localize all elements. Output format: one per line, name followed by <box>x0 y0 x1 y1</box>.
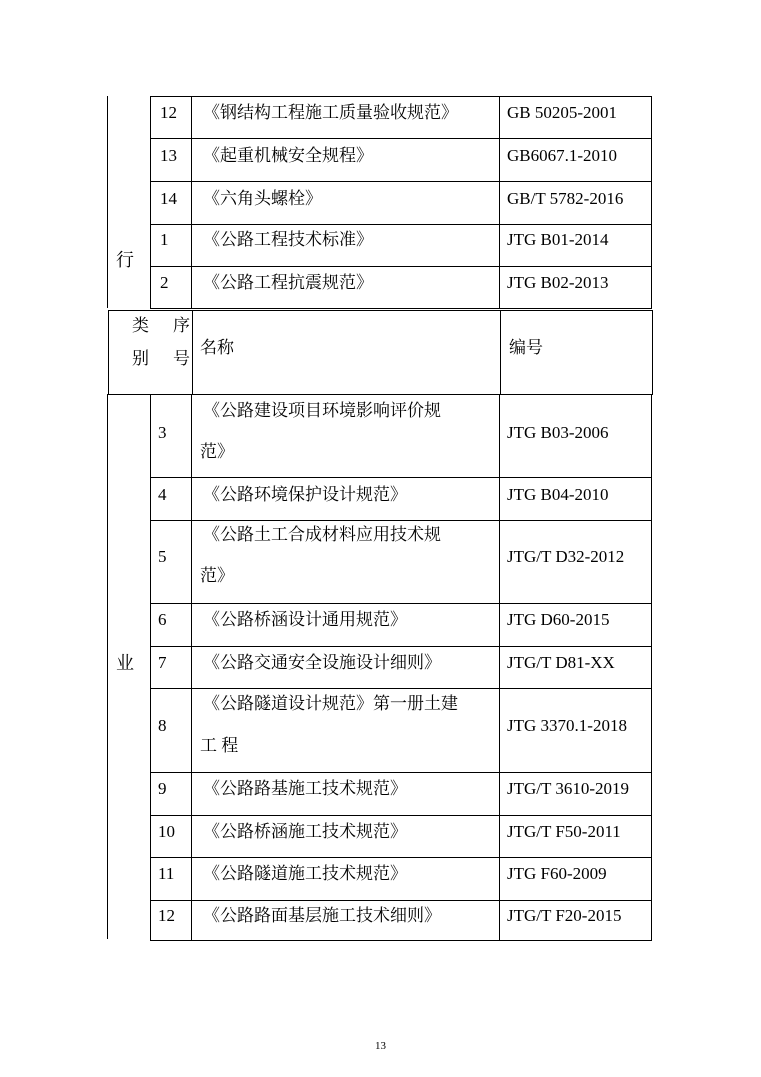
category-column-border <box>107 394 108 939</box>
row-name: 《钢结构工程施工质量验收规范》 <box>203 103 458 122</box>
row-name: 《起重机械安全规程》 <box>203 146 373 165</box>
row-seq: 10 <box>158 822 175 841</box>
row-seq: 12 <box>160 103 177 122</box>
row-name: 《六角头螺栓》 <box>203 189 322 208</box>
row-seq: 5 <box>158 547 167 566</box>
header-seq: 号 <box>173 349 190 368</box>
header-category: 类 <box>132 316 149 335</box>
row-name: 《公路交通安全设施设计细则》 <box>203 653 441 672</box>
table-row <box>150 646 652 689</box>
table-row <box>150 138 652 182</box>
header-name: 名称 <box>200 338 234 357</box>
row-code: JTG/T F50-2011 <box>507 822 621 841</box>
row-code: JTG B02-2013 <box>507 273 609 292</box>
header-code: 编号 <box>509 338 543 357</box>
row-code: JTG F60-2009 <box>507 864 607 883</box>
row-name: 《公路路基施工技术规范》 <box>203 779 407 798</box>
row-code: JTG D60-2015 <box>507 610 610 629</box>
row-seq: 2 <box>160 273 169 292</box>
row-seq: 3 <box>158 423 167 442</box>
table-row <box>150 181 652 225</box>
row-name: 《公路桥涵施工技术规范》 <box>203 822 407 841</box>
row-name: 《公路隧道施工技术规范》 <box>203 864 407 883</box>
row-code: JTG B04-2010 <box>507 485 609 504</box>
table-row <box>150 520 652 604</box>
row-code: JTG/T 3610-2019 <box>507 779 629 798</box>
table-row <box>150 266 652 309</box>
header-seq: 序 <box>173 316 190 335</box>
row-name: 范》 <box>200 442 234 461</box>
row-seq: 11 <box>158 864 175 883</box>
category-label-ye: 业 <box>116 653 134 673</box>
row-seq: 6 <box>158 610 167 629</box>
row-name: 工 程 <box>200 736 239 755</box>
header-category: 别 <box>132 349 149 368</box>
row-name: 《公路隧道设计规范》第一册土建 <box>203 694 458 713</box>
page-number: 13 <box>375 1040 386 1052</box>
row-seq: 9 <box>158 779 167 798</box>
table-row <box>150 772 652 816</box>
table-row <box>150 603 652 647</box>
row-seq: 14 <box>160 189 177 208</box>
row-code: GB6067.1-2010 <box>507 146 618 165</box>
row-code: JTG 3370.1-2018 <box>507 716 627 735</box>
row-code: GB/T 5782-2016 <box>507 189 624 208</box>
table-row <box>150 394 652 478</box>
row-name: 《公路环境保护设计规范》 <box>203 485 407 504</box>
category-label-hang: 行 <box>116 250 134 270</box>
row-name: 《公路建设项目环境影响评价规 <box>203 401 441 420</box>
row-seq: 12 <box>158 906 175 925</box>
row-seq: 7 <box>158 653 167 672</box>
table-row <box>150 224 652 267</box>
row-seq: 4 <box>158 485 167 504</box>
row-name: 《公路桥涵设计通用规范》 <box>203 610 407 629</box>
row-name: 《公路工程技术标准》 <box>203 230 373 249</box>
row-name: 《公路路面基层施工技术细则》 <box>203 906 441 925</box>
table-row <box>150 688 652 773</box>
row-seq: 8 <box>158 716 167 735</box>
row-code: JTG/T D81-XX <box>507 653 615 672</box>
row-name: 《公路工程抗震规范》 <box>203 273 373 292</box>
table-row <box>150 857 652 901</box>
row-seq: 1 <box>160 230 169 249</box>
row-code: GB 50205-2001 <box>507 103 618 122</box>
row-code: JTG B01-2014 <box>507 230 609 249</box>
row-code: JTG B03-2006 <box>507 423 609 442</box>
table-header-row <box>108 310 653 395</box>
row-code: JTG/T F20-2015 <box>507 906 622 925</box>
row-seq: 13 <box>160 146 177 165</box>
table-row <box>150 96 652 139</box>
row-code: JTG/T D32-2012 <box>507 547 625 566</box>
row-name: 范》 <box>200 566 234 585</box>
category-column-border <box>107 96 108 308</box>
row-name: 《公路土工合成材料应用技术规 <box>203 525 441 544</box>
table-row <box>150 477 652 521</box>
table-row <box>150 815 652 858</box>
table-row <box>150 900 652 941</box>
